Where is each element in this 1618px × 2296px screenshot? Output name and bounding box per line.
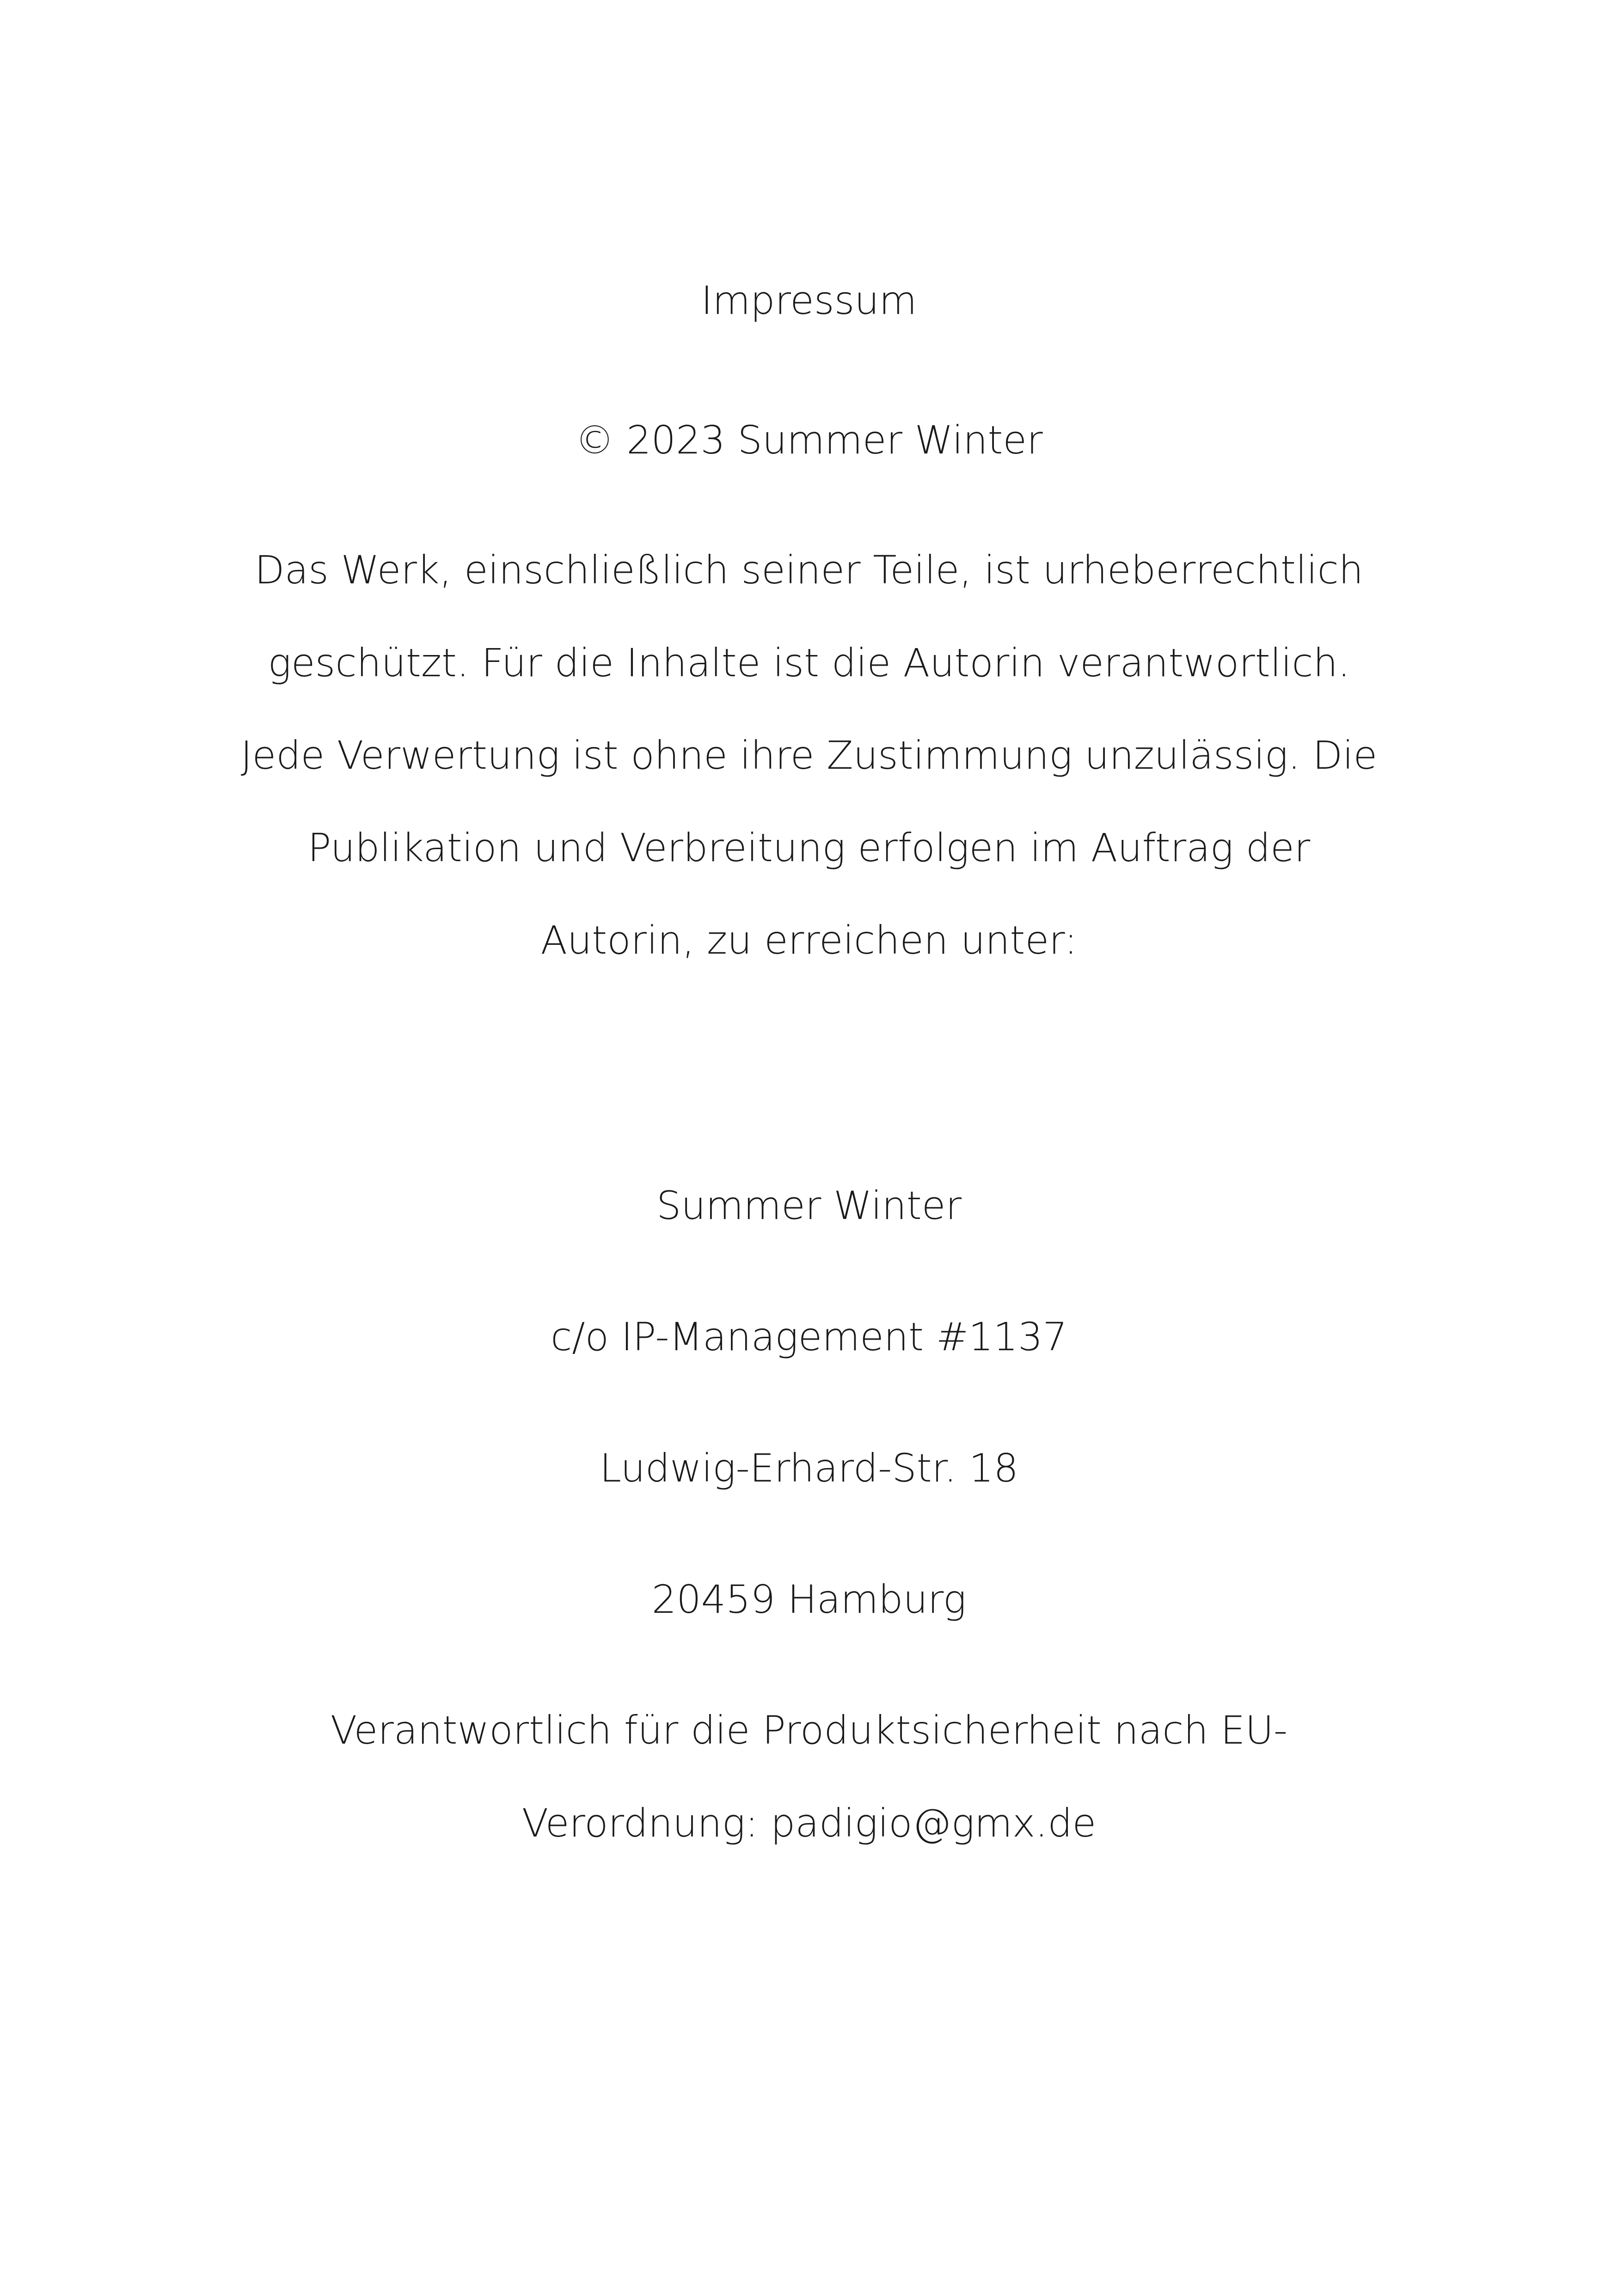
address-care-of: c/o IP-Management #1137: [551, 1314, 1067, 1359]
address-street: Ludwig-Erhard-Str. 18: [600, 1445, 1018, 1491]
page-title: Impressum: [701, 278, 917, 323]
copyright-notice: © 2023 Summer Winter: [575, 417, 1043, 463]
paragraph-line: Jede Verwertung ist ohne ihre Zustimmung unzulässig. Die: [240, 733, 1378, 778]
paragraph-line: Autorin, zu erreichen unter:: [540, 918, 1078, 963]
paragraph-line: Das Werk, einschließlich seiner Teile, ist urheberrechtlich: [254, 547, 1364, 593]
paragraph-line: Publikation und Verbreitung erfolgen im Auftrag der: [307, 825, 1311, 870]
address-name: Summer Winter: [656, 1183, 962, 1228]
paragraph-line: geschützt. Für die Inhalte ist die Autorin verantwortlich.: [268, 640, 1350, 686]
responsibility-line-email: Verordnung: padigio@gmx.de: [521, 1800, 1097, 1846]
address-city: 20459 Hamburg: [651, 1577, 967, 1622]
responsibility-line: Verantwortlich für die Produktsicherheit nach EU-: [330, 1708, 1288, 1753]
